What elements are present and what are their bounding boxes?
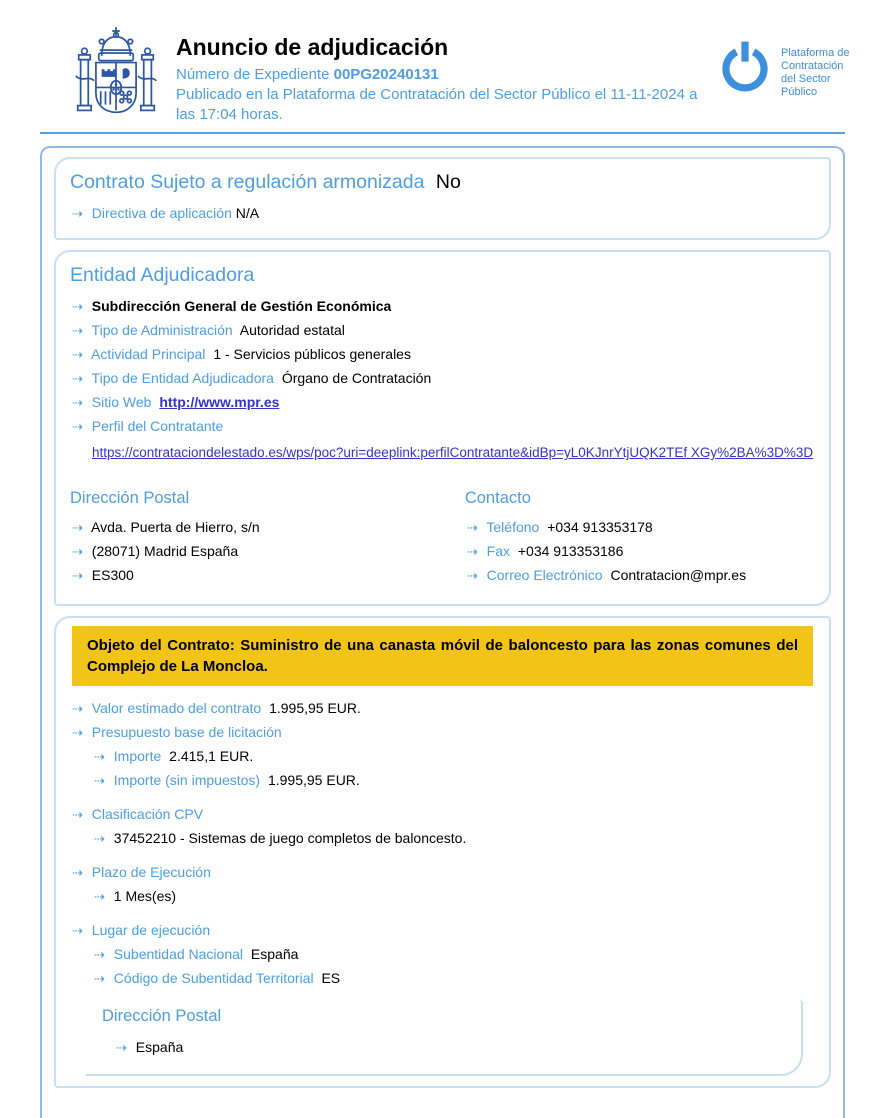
field-label: Valor estimado del contrato <box>91 700 262 716</box>
field-value: España <box>250 946 299 962</box>
field-sitio-web <box>70 393 815 412</box>
field-value: N/A <box>235 205 260 221</box>
field-label: Actividad Principal <box>91 346 206 362</box>
field-fax <box>465 542 815 561</box>
field-codigo-subentidad <box>92 969 815 988</box>
field-importe-sin-impuestos <box>92 771 815 790</box>
field-label: Clasificación CPV <box>91 806 204 822</box>
dashed-arrow-icon <box>72 865 83 880</box>
dashed-arrow-icon <box>94 889 105 904</box>
heading-value: No <box>435 171 461 193</box>
field-telefono <box>465 518 815 537</box>
field-label: Código de Subentidad Territorial <box>113 970 314 986</box>
field-label: Tipo de Administración <box>91 322 233 338</box>
header-divider <box>40 132 845 134</box>
dashed-arrow-icon <box>72 807 83 822</box>
header <box>72 26 850 125</box>
field-lugar-pais <box>114 1038 801 1057</box>
field-clasificacion-cpv <box>70 805 815 824</box>
dashed-arrow-icon <box>72 347 83 362</box>
expediente-label: Número de Expediente <box>176 66 330 83</box>
field-plazo-valor <box>92 887 815 906</box>
field-presupuesto-base <box>70 723 815 742</box>
dashed-arrow-icon <box>72 544 83 559</box>
perfil-contratante-link[interactable]: https://contrataciondelestado.es/wps/poc?uri=deeplink:perfilContratante&idBp=yL0KJnrYtjUQK2TEf XGy%2BA%3D%3D <box>92 445 814 460</box>
page-title: Anuncio de adjudicación <box>176 34 449 60</box>
dashed-arrow-icon <box>72 701 83 716</box>
field-label: Perfil del Contratante <box>91 418 224 434</box>
dashed-arrow-icon <box>467 544 478 559</box>
field-value: ES <box>321 970 341 986</box>
field-label: Teléfono <box>486 519 540 535</box>
logo-line: Plataforma de <box>781 47 850 59</box>
section-heading-entidad: Entidad Adjudicadora <box>70 264 255 286</box>
dashed-arrow-icon <box>72 520 83 535</box>
dashed-arrow-icon <box>72 371 83 386</box>
section-regulacion-armonizada <box>54 157 831 240</box>
field-label: Lugar de ejecución <box>91 922 211 938</box>
dashed-arrow-icon <box>94 831 105 846</box>
published-line: Publicado en la Plataforma de Contratación del Sector Público el 11-11-2024 a las 17:04 horas. <box>176 86 698 123</box>
direccion-postal-heading: Dirección Postal <box>70 489 190 507</box>
field-label: Sitio Web <box>91 394 152 410</box>
logo-line: Público <box>781 86 818 98</box>
field-label: Directiva de aplicación <box>91 205 232 221</box>
dashed-arrow-icon <box>72 299 83 314</box>
expediente-line <box>176 65 716 85</box>
dashed-arrow-icon <box>72 395 83 410</box>
logo-line: del Sector <box>781 73 831 85</box>
field-value: +034 913353186 <box>517 543 624 559</box>
perfil-contratante-url-row <box>90 443 815 462</box>
field-value: Órgano de Contratación <box>281 370 432 386</box>
field-value: Contratacion@mpr.es <box>610 567 747 583</box>
field-label: Fax <box>486 543 510 559</box>
contacto-column <box>465 488 815 590</box>
field-label: Presupuesto base de licitación <box>91 724 282 740</box>
dashed-arrow-icon <box>94 971 105 986</box>
dashed-arrow-icon <box>72 206 83 221</box>
plataforma-logo-text <box>781 38 849 99</box>
field-valor-estimado <box>70 699 815 718</box>
field-actividad-principal <box>70 345 815 364</box>
field-value: 37452210 - Sistemas de juego completos de baloncesto. <box>113 830 467 846</box>
field-value: Subdirección General de Gestión Económica <box>91 298 392 314</box>
field-lugar-ejecucion <box>70 921 815 940</box>
field-value: Avda. Puerta de Hierro, s/n <box>91 519 260 535</box>
field-value: 1 - Servicios públicos generales <box>213 346 411 362</box>
dashed-arrow-icon <box>72 568 83 583</box>
field-correo-electronico <box>465 566 815 585</box>
dashed-arrow-icon <box>116 1040 127 1055</box>
dashed-arrow-icon <box>94 773 105 788</box>
section-entidad-adjudicadora <box>54 250 831 606</box>
dashed-arrow-icon <box>94 947 105 962</box>
field-value: (28071) Madrid España <box>91 543 239 559</box>
field-direccion-linea2 <box>70 542 465 561</box>
direccion-postal-column <box>70 488 465 590</box>
dashed-arrow-icon <box>72 725 83 740</box>
dashed-arrow-icon <box>72 323 83 338</box>
address-contact-columns <box>70 488 815 594</box>
dashed-arrow-icon <box>94 749 105 764</box>
field-value: +034 913353178 <box>547 519 653 535</box>
power-icon <box>716 38 774 96</box>
lugar-direccion-postal-heading: Dirección Postal <box>102 1007 222 1025</box>
contacto-heading: Contacto <box>464 489 531 507</box>
field-tipo-entidad <box>70 369 815 388</box>
section-heading-regulacion <box>70 170 815 194</box>
field-tipo-administracion <box>70 321 815 340</box>
logo-line: Contratación <box>781 60 844 72</box>
plataforma-logo <box>716 26 849 99</box>
dashed-arrow-icon <box>467 520 478 535</box>
field-value: 1 Mes(es) <box>113 888 177 904</box>
header-text-block <box>176 26 716 125</box>
field-organismo <box>70 297 815 316</box>
field-label: Correo Electrónico <box>486 567 603 583</box>
objeto-contrato-banner: Objeto del Contrato: Suministro de una canasta móvil de baloncesto para las zonas comunes del Complejo de La Moncloa. <box>72 626 813 686</box>
field-direccion-linea1 <box>70 518 465 537</box>
field-label: Importe (sin impuestos) <box>113 772 261 788</box>
field-perfil-contratante <box>70 417 815 436</box>
lugar-direccion-postal-box <box>86 1000 803 1076</box>
field-value: 1.995,95 EUR. <box>269 700 361 716</box>
spain-coat-of-arms-icon <box>72 26 160 124</box>
field-label: Plazo de Ejecución <box>91 864 211 880</box>
field-directiva-aplicacion <box>70 204 815 223</box>
field-importe <box>92 747 815 766</box>
field-label: Subentidad Nacional <box>113 946 244 962</box>
field-value: ES300 <box>91 567 134 583</box>
section-objeto-contrato <box>54 616 831 1088</box>
announcement-body <box>40 146 845 1118</box>
field-plazo-ejecucion <box>70 863 815 882</box>
heading-label: Contrato Sujeto a regulación armonizada <box>70 171 425 193</box>
field-value: España <box>135 1039 184 1055</box>
field-value: 1.995,95 EUR. <box>267 772 360 788</box>
field-value: Autoridad estatal <box>239 322 345 338</box>
expediente-value: 00PG20240131 <box>333 66 439 83</box>
field-cpv-codigo <box>92 829 815 848</box>
dashed-arrow-icon <box>467 568 478 583</box>
field-value: 2.415,1 EUR. <box>169 748 254 764</box>
sitio-web-link[interactable]: http://www.mpr.es <box>159 394 280 410</box>
field-direccion-linea3 <box>70 566 465 585</box>
field-subentidad-nacional <box>92 945 815 964</box>
field-label: Importe <box>113 748 162 764</box>
dashed-arrow-icon <box>72 419 83 434</box>
field-label: Tipo de Entidad Adjudicadora <box>91 370 274 386</box>
